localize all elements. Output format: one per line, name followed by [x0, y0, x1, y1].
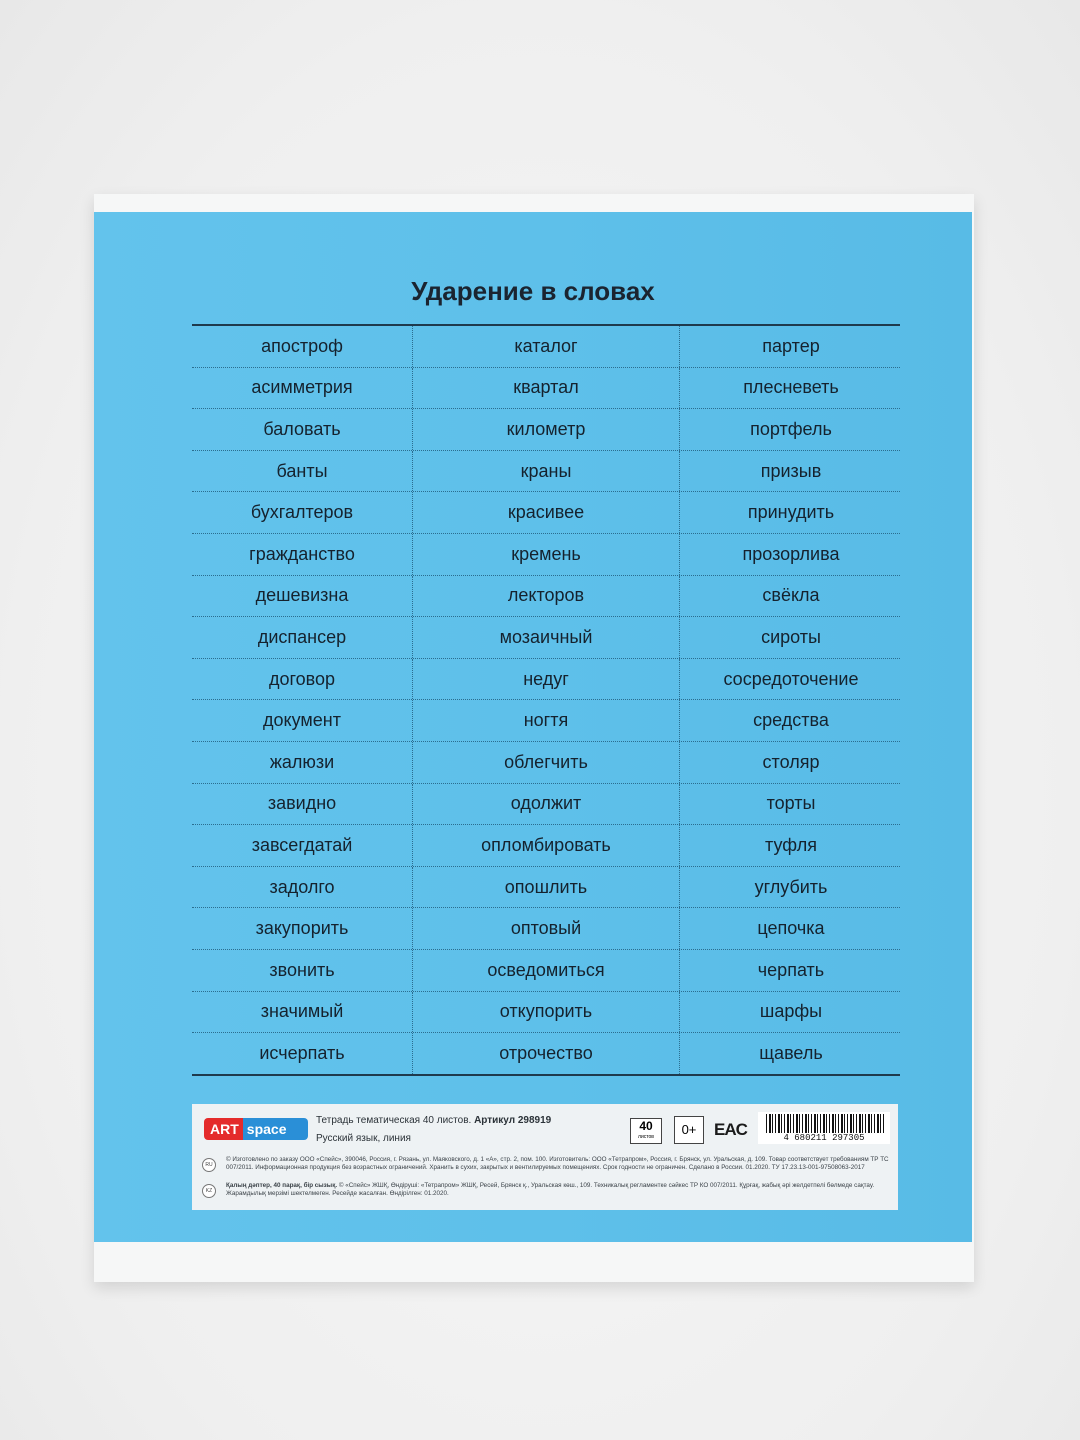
table-row: [192, 908, 900, 950]
word-cell: цепочка: [757, 918, 825, 939]
table-row: [192, 368, 900, 410]
word-cell: квартал: [413, 368, 680, 409]
word-cell: щавель: [759, 1042, 823, 1063]
word-cell: одолжит: [413, 784, 680, 825]
kz-fine-print-text: © «Спейс» ЖШҚ, Өндіруші: «Тетрапром» ЖШҚ, Ресей, Брянск қ., Уральская көш., 109. Техникалық регламентке сәйкес ТР КО 007/2011. Құрғақ, жабық әрі желдетпелі бөлмеде сақтау. Жарамдылық мерзімі шектелмеген. Ресейде жасалған. Өндірілген: 01.2020.: [226, 1182, 875, 1197]
sheets-count: 40: [639, 1119, 653, 1133]
table-row: [192, 617, 900, 659]
barcode: [758, 1112, 890, 1144]
word-cell: углубить: [754, 876, 828, 897]
word-cell: торты: [766, 793, 816, 814]
word-cell: каталог: [413, 326, 680, 367]
word-cell: звонить: [192, 950, 413, 991]
barcode-bars: [766, 1114, 884, 1134]
word-cell: отрочество: [413, 1033, 680, 1074]
word-cell: портфель: [750, 418, 832, 439]
word-cell: жалюзи: [192, 742, 413, 783]
word-cell: километр: [413, 409, 680, 450]
table-row: [192, 1033, 900, 1074]
ru-fine-print: © Изготовлено по заказу ООО «Спейс», 390046, Россия, г. Рязань, ул. Маяковского, д. 1 «А», стр. 2, пом. 100. Изготовитель: ООО «Тетрапром», Россия, г. Брянск, ул. Уральская, д. 109. Товар соответствует требованиям ТР ТС 007/2011. Информационная продукция без возрастных ограничений. Хранить в сухих, закрытых и вентилируемых помещениях. Срок годности не ограничен. Сделано в России. 01.2020. ТУ 17.23.13-001-97508063-2017: [226, 1156, 889, 1171]
kz-fine-print: [226, 1182, 890, 1198]
word-cell: закупорить: [192, 908, 413, 949]
table-row: [192, 659, 900, 701]
product-line: [316, 1115, 551, 1126]
blue-cover-panel: [94, 212, 972, 1242]
page-title: Ударение в словах: [411, 276, 655, 306]
table-row: [192, 576, 900, 618]
word-cell: ногтя: [413, 700, 680, 741]
word-cell: задолго: [192, 867, 413, 908]
word-cell: договор: [192, 659, 413, 700]
kz-fine-print-bold: Қалың дәптер, 40 парақ, бір сызық.: [226, 1182, 338, 1189]
word-cell: принудить: [747, 502, 835, 523]
table-row: [192, 825, 900, 867]
word-cell: завсегдатай: [192, 825, 413, 866]
word-cell: значимый: [192, 992, 413, 1033]
table-row: [192, 492, 900, 534]
word-cell: черпать: [757, 959, 825, 980]
word-cell: оптовый: [413, 908, 680, 949]
word-cell: баловать: [192, 409, 413, 450]
product-info-label: [192, 1104, 898, 1210]
table-row: [192, 409, 900, 451]
word-cell: шарфы: [759, 1001, 823, 1022]
word-cell: завидно: [192, 784, 413, 825]
table-row: [192, 742, 900, 784]
word-cell: облегчить: [413, 742, 680, 783]
kz-badge: KZ: [202, 1184, 216, 1198]
article-number: Артикул 298919: [474, 1115, 552, 1126]
word-cell: кремень: [413, 534, 680, 575]
word-cell: документ: [192, 700, 413, 741]
table-row: [192, 992, 900, 1034]
word-cell: сосредоточение: [723, 668, 859, 689]
ru-badge: RU: [202, 1158, 216, 1172]
product-name: Тетрадь тематическая 40 листов.: [316, 1115, 472, 1126]
word-cell: средства: [753, 710, 829, 731]
word-cell: плесневеть: [743, 377, 839, 398]
logo-art: ART: [204, 1118, 243, 1140]
artspace-logo: [204, 1118, 308, 1140]
eac-mark-icon: EAC: [714, 1120, 747, 1139]
stress-words-table: [192, 324, 900, 1076]
table-row: [192, 326, 900, 368]
logo-space: space: [243, 1118, 308, 1140]
word-cell: столяр: [762, 751, 820, 772]
word-cell: свёкла: [762, 585, 820, 606]
barcode-digits: 4 680211 297305: [758, 1133, 890, 1143]
word-cell: гражданство: [192, 534, 413, 575]
table-row: [192, 867, 900, 909]
word-cell: недуг: [413, 659, 680, 700]
word-cell: лекторов: [413, 576, 680, 617]
word-cell: опломбировать: [413, 825, 680, 866]
table-row: [192, 451, 900, 493]
word-cell: исчерпать: [192, 1033, 413, 1074]
table-row: [192, 784, 900, 826]
word-cell: откупорить: [413, 992, 680, 1033]
sheets-unit: листов: [638, 1134, 654, 1140]
table-row: [192, 534, 900, 576]
notebook-back-cover: [94, 194, 974, 1282]
word-cell: банты: [192, 451, 413, 492]
word-cell: осведомиться: [413, 950, 680, 991]
table-row: [192, 950, 900, 992]
word-cell: призыв: [760, 460, 822, 481]
word-cell: дешевизна: [192, 576, 413, 617]
word-cell: туфля: [765, 834, 817, 855]
word-cell: красивее: [413, 492, 680, 533]
age-rating-badge: 0+: [674, 1116, 704, 1144]
word-cell: сироты: [761, 626, 821, 647]
word-cell: асимметрия: [192, 368, 413, 409]
word-cell: бухгалтеров: [192, 492, 413, 533]
word-cell: партер: [762, 335, 820, 356]
word-cell: апостроф: [192, 326, 413, 367]
word-cell: прозорлива: [742, 543, 840, 564]
word-cell: опошлить: [413, 867, 680, 908]
table-row: [192, 700, 900, 742]
subject-line: Русский язык, линия: [316, 1133, 411, 1144]
sheets-badge: [630, 1118, 662, 1144]
word-cell: мозаичный: [413, 617, 680, 658]
word-cell: краны: [413, 451, 680, 492]
word-cell: диспансер: [192, 617, 413, 658]
